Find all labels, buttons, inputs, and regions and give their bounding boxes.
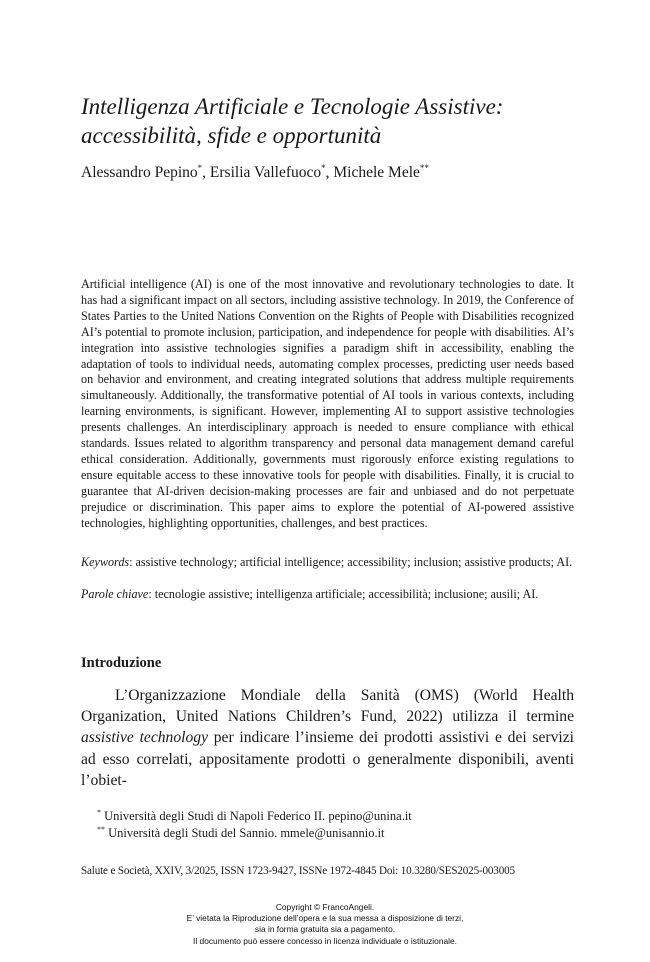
author-list [81,163,581,183]
intro-text-1: L’Organizzazione Mondiale della Sanità (OMS) (World Health Organization, United Nations Children’s Fund, 2022) utilizza il termine [81,687,574,726]
abstract: Artificial intelligence (AI) is one of the most innovative and revolutionary technologies to date. It has had a significant impact on all sectors, including assistive technology. In 2019, the Conference of States Parties to the United Nations Convention on the Rights of People with Disabilities recognized AI’s potential to promote inclusion, participation, and independence for people with disabilities. AI’s integration into assistive technologies signifies a paradigm shift in accessibility, enabling the adaptation of tools to individual needs, automating complex processes, predicting user needs based on behavior and environment, and creating integrated solutions that address multiple requirements simultaneously. Additionally, the transformative potential of AI tools in various contexts, including learning environments, is significant. However, implementing AI to support assistive technologies presents challenges. An interdisciplinary approach is needed to ensure compliance with ethical standards. Issues related to algorithm transparency and personal data management demand careful ethical consideration. Additionally, governments must rigorously enforce existing regulations to ensure equitable access to these innovative tools for people with disabilities. Finally, it is crucial to guarantee that AI-driven decision-making processes are fair and unbiased and do not perpetuate prejudice or discrimination. This paper aims to explore the potential of AI-powered assistive technologies, highlighting opportunities, challenges, and best practices. [81,277,574,530]
footnote-mark: * [97,808,101,817]
parole-chiave-text: : tecnologie assistive; intelligenza artificiale; accessibilità; inclusione; ausili; AI. [148,587,539,601]
author-name: Alessandro Pepino [81,164,198,181]
parole-chiave-label: Parole chiave [81,587,149,601]
author-affiliation-mark: * [197,163,203,173]
copyright-line: E’ vietata la Riproduzione dell’opera e la sua messa a disposizione di terzi, [186,913,464,924]
author-affiliation-mark: ** [419,163,429,173]
author-name: Michele Mele [333,164,420,181]
intro-paragraph [81,685,574,791]
footnote-text: Università degli Studi del Sannio. mmele@unisannio.it [105,826,385,840]
author-separator: , [325,164,334,181]
section-heading: Introduzione [81,655,162,671]
copyright-line: Copyright © FrancoAngeli. [275,902,375,912]
title-line-2: accessibilità, sfide e opportunità [81,123,382,148]
paper-title [81,92,581,150]
keywords [81,555,574,571]
keywords-label: Keywords [81,555,130,569]
footnote-mark: ** [97,825,105,834]
footnote-text: Università degli Studi di Napoli Federico II. pepino@unina.it [101,809,412,823]
journal-citation: Salute e Società, XXIV, 3/2025, ISSN 1723-9427, ISSNe 1972-4845 Doi: 10.3280/SES2025-003005 [81,865,515,877]
parole-chiave [81,587,574,603]
copyright-notice [0,902,650,947]
keywords-text: : assistive technology; artificial intelligence; accessibility; inclusion; assistive products; AI. [129,555,573,569]
copyright-line: Il documento può essere concesso in licenza individuale o istituzionale. [193,935,457,946]
footnote-1 [97,808,412,824]
author-separator: , [202,164,210,181]
intro-emphasis: assistive technology [81,729,208,747]
author-name: Ersilia Vallefuoco [209,164,322,181]
footnote-2 [97,825,385,841]
title-line-1: Intelligenza Artificiale e Tecnologie Assistive: [81,94,504,119]
intro-text-2: per indicare l’insieme dei prodotti assistivi e dei servizi ad esso correlati, appositamente prodotti o generalmente disponibili, aventi l’obiet- [81,729,574,789]
author-affiliation-mark: * [321,163,326,173]
copyright-line: sia in forma gratuita sia a pagamento. [254,924,396,935]
